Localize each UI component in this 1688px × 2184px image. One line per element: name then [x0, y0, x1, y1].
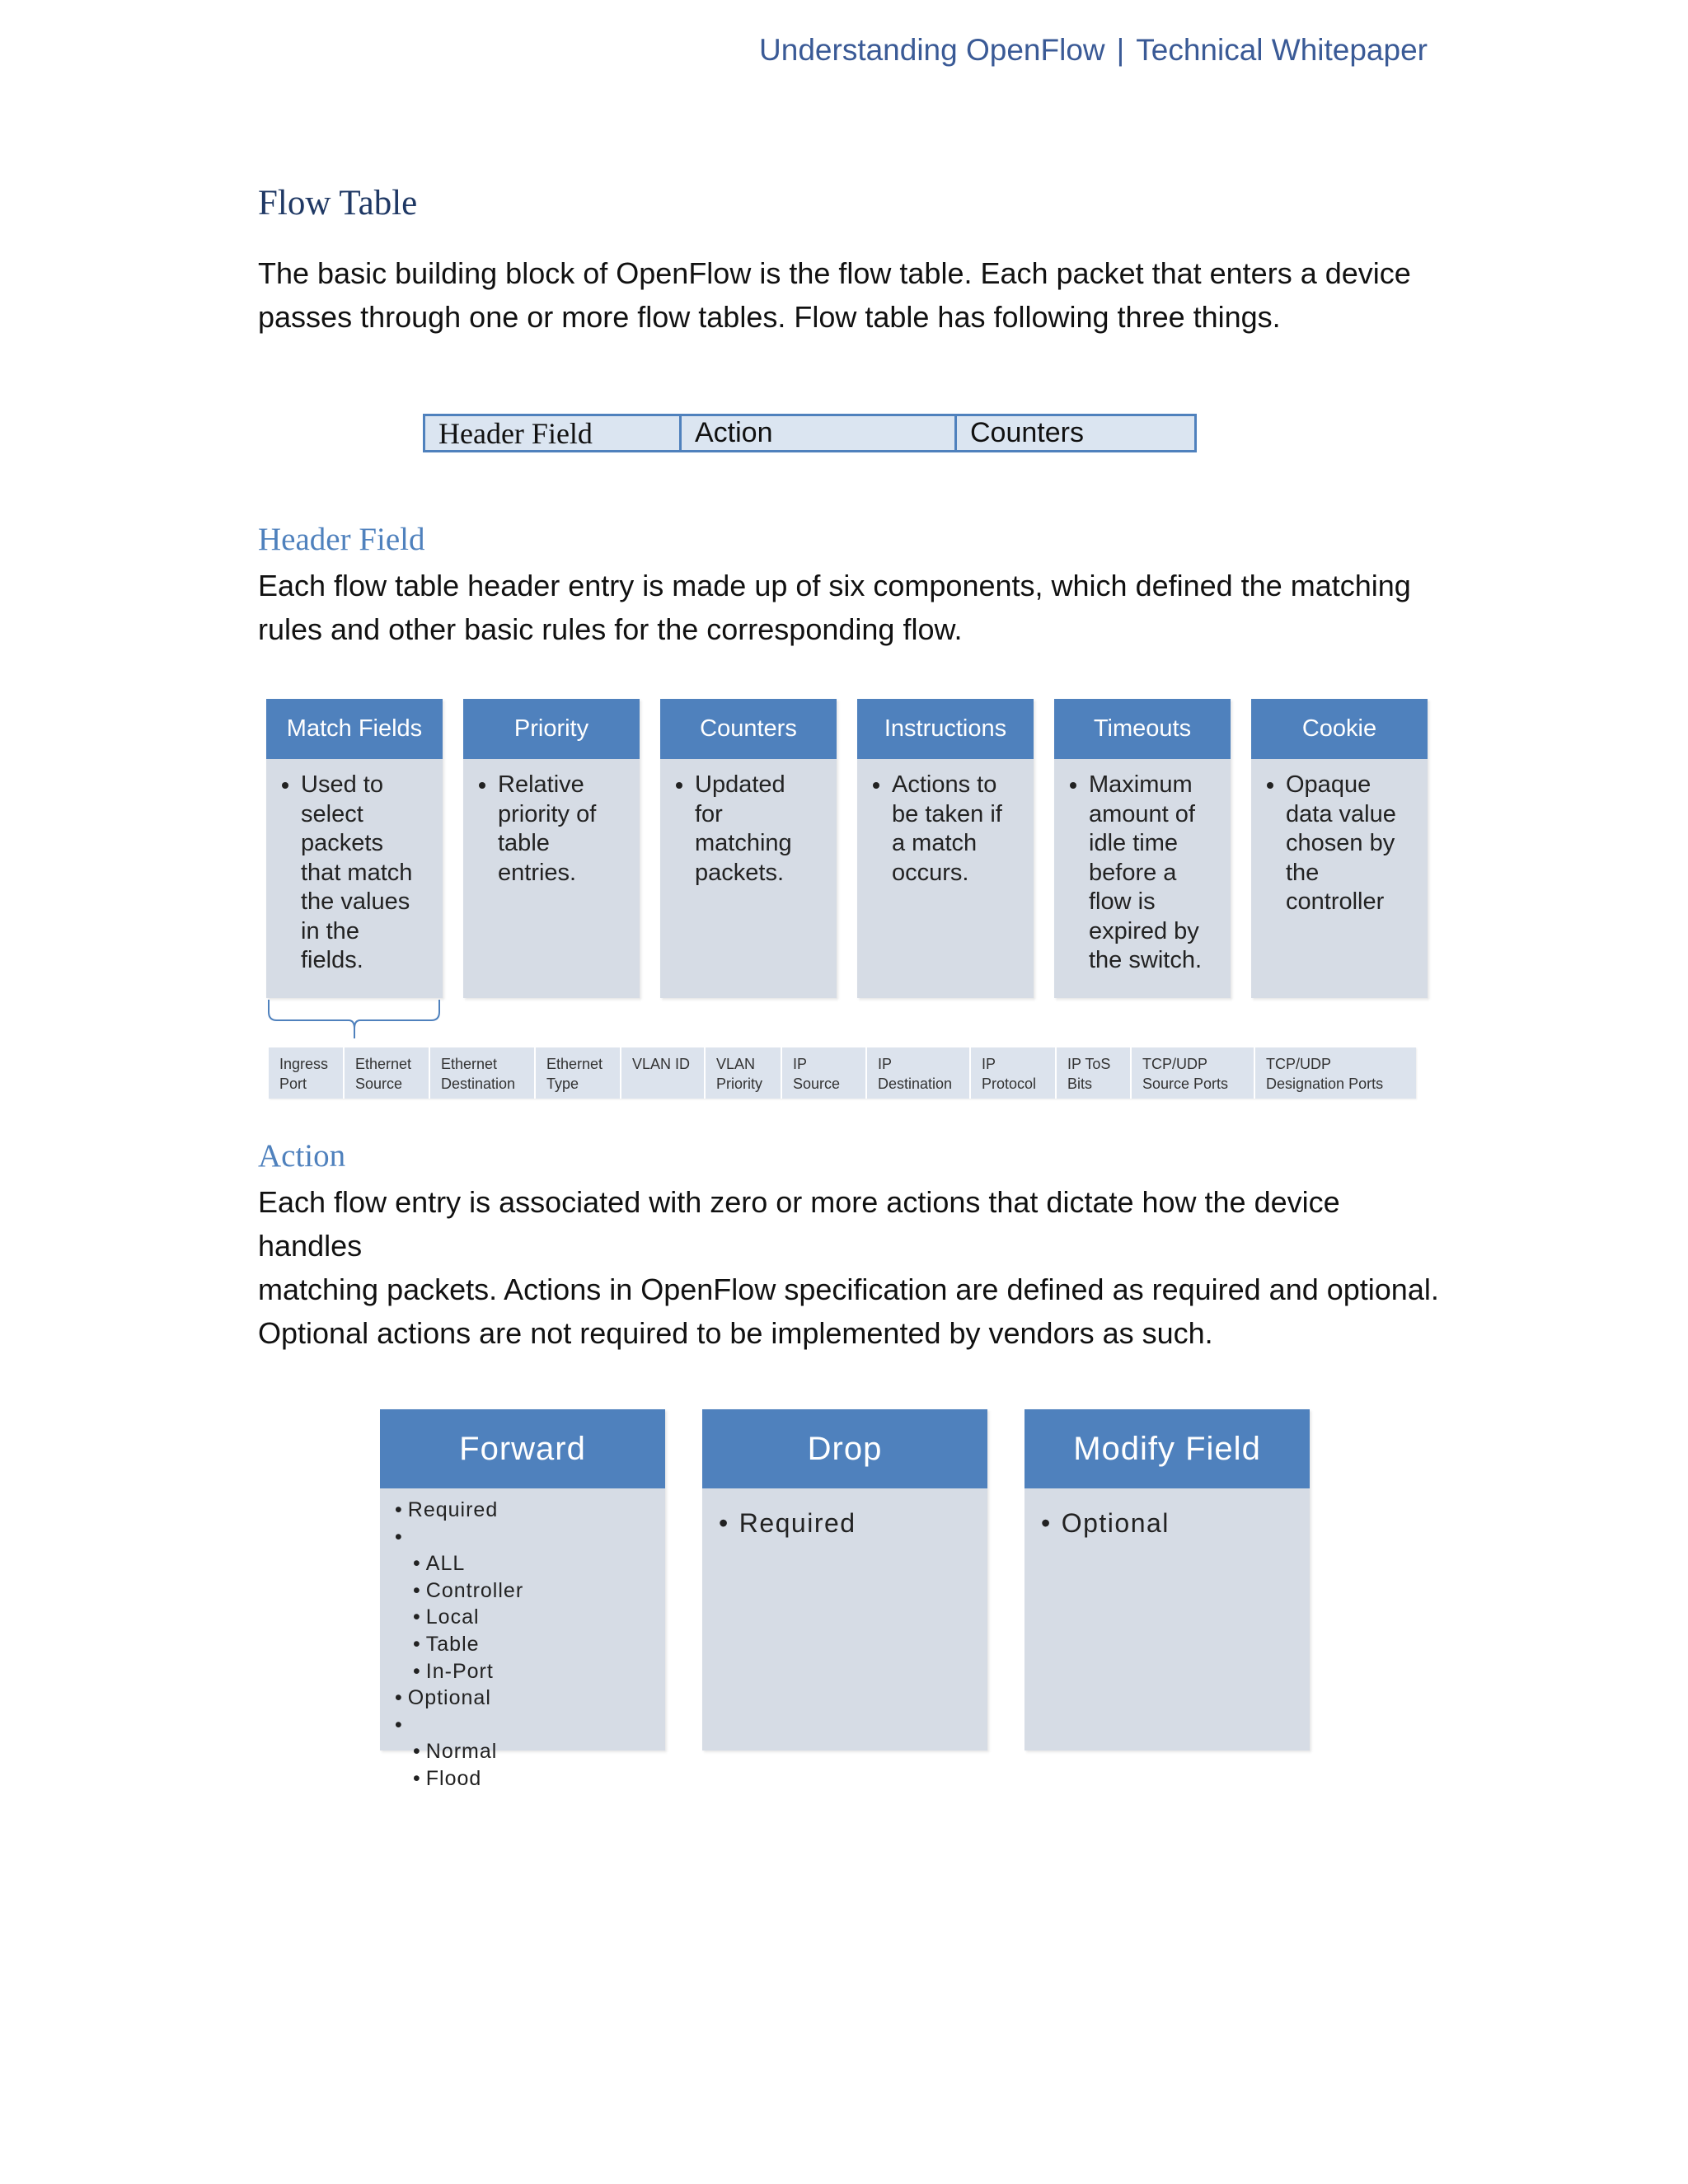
component-description: • Opaque data value chosen by the controller	[1286, 771, 1418, 917]
action-text-line: Each flow entry is associated with zero or more actions that dictate how the device handles	[258, 1185, 1340, 1263]
action-text-line: matching packets. Actions in OpenFlow specification are defined as required and optional.	[258, 1272, 1439, 1306]
component-title: Instructions	[857, 699, 1034, 759]
action-drop-item: • Required	[702, 1488, 987, 1539]
component-instructions	[857, 699, 1034, 998]
action-forward-box	[380, 1409, 665, 1790]
match-fields-bracket	[266, 997, 448, 1047]
match-field-ip-source: IP Source	[782, 1047, 867, 1099]
forward-required-item: • Table	[413, 1631, 665, 1658]
action-heading: Action	[258, 1138, 346, 1174]
running-header	[759, 33, 1428, 68]
action-text-line: Optional actions are not required to be implemented by vendors as such.	[258, 1316, 1213, 1350]
action-drop-box	[702, 1409, 987, 1750]
match-field-ip-tos-bits: IP ToS Bits	[1057, 1047, 1132, 1099]
action-modify-field-item: • Optional	[1025, 1488, 1310, 1539]
action-drop-title: Drop	[702, 1409, 987, 1488]
forward-required-item: • Local	[413, 1604, 665, 1631]
match-field-ethernet-source: Ethernet Source	[345, 1047, 430, 1099]
flow-table-col-header-field: Header Field	[425, 416, 682, 450]
component-description: • Actions to be taken if a match occurs.	[892, 771, 1024, 888]
match-field-ethernet-type: Ethernet Type	[536, 1047, 621, 1099]
component-title: Match Fields	[266, 699, 443, 759]
forward-optional-item: • Flood	[413, 1765, 665, 1793]
forward-required-label: • Required	[395, 1497, 665, 1524]
component-priority	[463, 699, 640, 998]
component-counters	[660, 699, 837, 998]
header-field-text	[258, 564, 1445, 651]
match-field-ingress-port: Ingress Port	[269, 1047, 345, 1099]
header-separator: |	[1116, 33, 1125, 67]
forward-required-item: • Controller	[413, 1577, 665, 1605]
flow-table-intro-line: passes through one or more flow tables. Flow table has following three things.	[258, 300, 1281, 334]
match-field-tcp-udp-designation-ports: TCP/UDP Designation Ports	[1266, 1056, 1384, 1092]
forward-required-item: • • ALL	[413, 1550, 665, 1577]
component-description: • Used to select packets that match the values in the fields.	[301, 771, 433, 976]
match-fields-strip	[269, 1047, 1416, 1099]
flow-table-heading: Flow Table	[258, 184, 418, 223]
forward-optional-item: • • Normal	[413, 1738, 665, 1765]
component-description: • Updated for matching packets.	[695, 771, 827, 888]
doc-title: Understanding OpenFlow	[759, 33, 1105, 67]
doc-type: Technical Whitepaper	[1136, 33, 1428, 67]
match-field-tcp-udp-source-ports: TCP/UDP Source Ports	[1132, 1047, 1255, 1099]
component-title: Timeouts	[1054, 699, 1231, 759]
match-field-vlan-priority: VLAN Priority	[706, 1047, 782, 1099]
header-field-heading: Header Field	[258, 522, 425, 557]
component-timeouts	[1054, 699, 1231, 998]
component-title: Priority	[463, 699, 640, 759]
component-description: • Maximum amount of idle time before a flow is expired by the switch.	[1089, 771, 1221, 976]
component-title: Counters	[660, 699, 837, 759]
flow-table-intro	[258, 251, 1445, 339]
action-forward-title: Forward	[380, 1409, 665, 1488]
component-title: Cookie	[1251, 699, 1428, 759]
action-modify-field-box	[1025, 1409, 1310, 1750]
component-match-fields	[266, 699, 443, 998]
flow-table-intro-line: The basic building block of OpenFlow is the flow table. Each packet that enters a device	[258, 256, 1411, 290]
flow-table-col-counters: Counters	[970, 417, 1084, 448]
component-description: • Relative priority of table entries.	[498, 771, 630, 888]
header-field-line: Each flow table header entry is made up of six components, which defined the matching	[258, 569, 1411, 602]
match-field-ethernet-destination: Ethernet Destination	[430, 1047, 536, 1099]
header-field-line: rules and other basic rules for the corresponding flow.	[258, 612, 963, 646]
match-field-ip-protocol: IP Protocol	[971, 1047, 1057, 1099]
match-field-vlan-id: VLAN ID	[621, 1047, 706, 1099]
action-text	[258, 1180, 1445, 1355]
forward-required-item: • In-Port	[413, 1658, 665, 1685]
flow-table-col-action: Action	[682, 416, 957, 450]
action-modify-field-title: Modify Field	[1025, 1409, 1310, 1488]
forward-optional-label: • Optional	[395, 1685, 665, 1712]
component-cookie	[1251, 699, 1428, 998]
match-field-ip-destination: IP Destination	[867, 1047, 971, 1099]
flow-table-structure	[423, 414, 1197, 452]
